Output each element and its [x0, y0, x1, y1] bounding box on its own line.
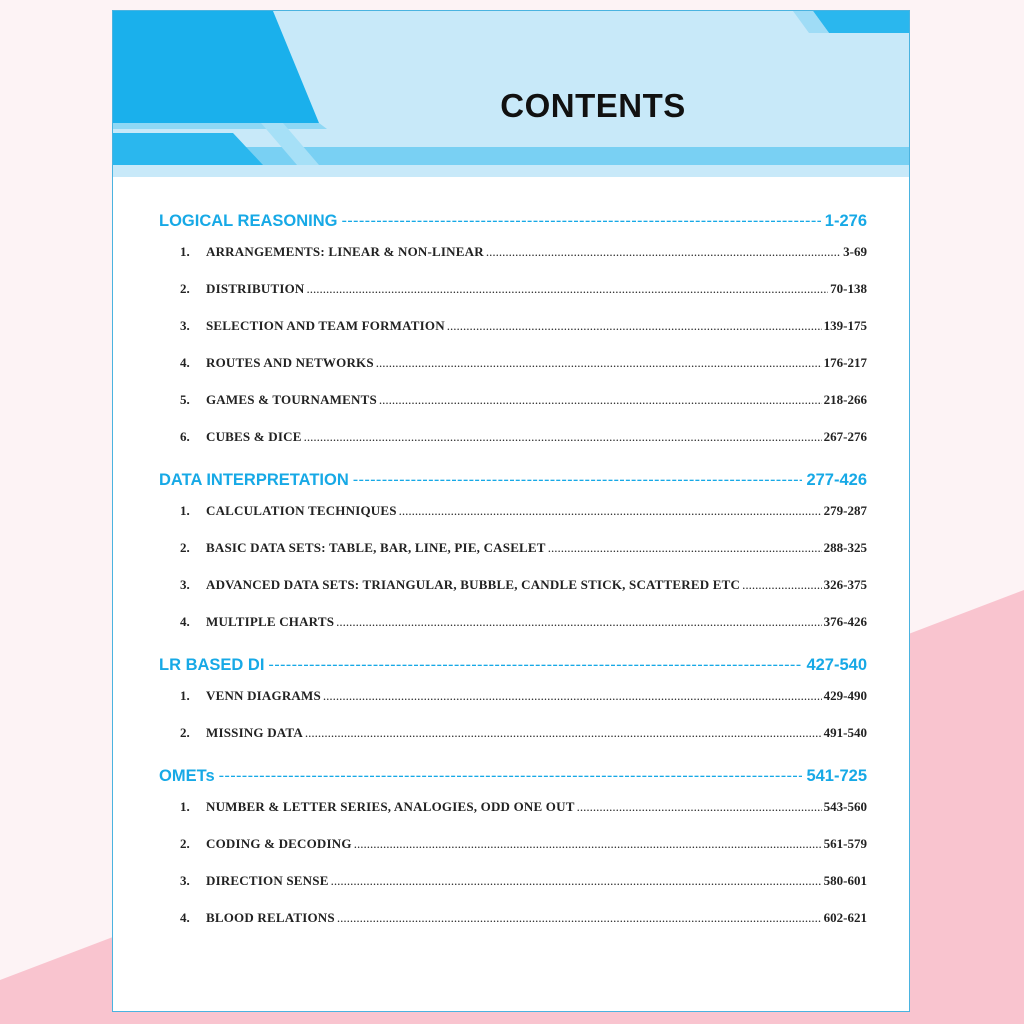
entry-number: 3.	[180, 873, 190, 888]
entry-number: 1.	[180, 799, 190, 814]
entry-label: ROUTES AND NETWORKS	[206, 355, 374, 370]
toc-entry[interactable]	[159, 318, 867, 346]
entry-label: MULTIPLE CHARTS	[206, 614, 335, 629]
dot-leader	[304, 429, 822, 445]
toc-entry[interactable]	[159, 244, 867, 272]
section-heading[interactable]	[159, 466, 867, 494]
toc-entry[interactable]	[159, 392, 867, 420]
toc-entry[interactable]	[159, 614, 867, 642]
entry-number: 6.	[180, 429, 190, 444]
dot-leader	[486, 244, 841, 260]
entry-number: 2.	[180, 281, 190, 296]
entry-label: CODING & DECODING	[206, 836, 352, 851]
section-page-range: 1-276	[824, 211, 867, 230]
dot-leader	[337, 910, 822, 926]
dot-leader	[354, 836, 822, 852]
page-title: CONTENTS	[500, 87, 686, 124]
entry-page-range: 580-601	[823, 873, 867, 888]
entry-label: SELECTION AND TEAM FORMATION	[206, 318, 445, 333]
dot-leader	[379, 392, 822, 408]
page-header-banner	[113, 11, 910, 177]
toc-entry[interactable]	[159, 577, 867, 605]
section-page-range: 277-426	[806, 470, 867, 489]
entry-number: 1.	[180, 244, 190, 259]
entry-page-range: 3-69	[843, 244, 867, 259]
entry-number: 2.	[180, 725, 190, 740]
section-title: LOGICAL REASONING	[159, 211, 338, 230]
entry-label: MISSING DATA	[206, 725, 303, 740]
entry-page-range: 279-287	[823, 503, 867, 518]
dot-leader	[305, 725, 822, 741]
toc-entry[interactable]	[159, 836, 867, 864]
entry-page-range: 139-175	[823, 318, 867, 333]
section-heading[interactable]	[159, 762, 867, 790]
entry-label: GAMES & TOURNAMENTS	[206, 392, 377, 407]
dash-leader	[341, 212, 820, 231]
entry-number: 2.	[180, 836, 190, 851]
toc-entry[interactable]	[159, 688, 867, 716]
entry-page-range: 326-375	[823, 577, 867, 592]
section-title: DATA INTERPRETATION	[159, 470, 349, 489]
entry-label: BLOOD RELATIONS	[206, 910, 335, 925]
toc-entry[interactable]	[159, 540, 867, 568]
entry-page-range: 429-490	[823, 688, 867, 703]
toc-entry[interactable]	[159, 799, 867, 827]
dash-leader	[268, 656, 802, 675]
toc-entry[interactable]	[159, 355, 867, 383]
toc-entry[interactable]	[159, 725, 867, 753]
dot-leader	[376, 355, 822, 371]
entry-page-range: 218-266	[823, 392, 867, 407]
entry-page-range: 376-426	[823, 614, 867, 629]
entry-label: CALCULATION TECHNIQUES	[206, 503, 397, 518]
entry-label: ADVANCED DATA SETS: TRIANGULAR, BUBBLE, CANDLE STICK, SCATTERED ETC	[206, 577, 741, 592]
entry-number: 4.	[180, 614, 190, 629]
toc-entry[interactable]	[159, 910, 867, 938]
entry-page-range: 561-579	[823, 836, 867, 851]
dot-leader	[447, 318, 822, 334]
dot-leader	[336, 614, 822, 630]
entry-page-range: 176-217	[823, 355, 867, 370]
toc-entry[interactable]	[159, 503, 867, 531]
contents-page	[112, 10, 910, 1012]
entry-label: BASIC DATA SETS: TABLE, BAR, LINE, PIE, CASELET	[206, 540, 546, 555]
dot-leader	[331, 873, 822, 889]
dash-leader	[219, 767, 803, 786]
entry-page-range: 602-621	[823, 910, 867, 925]
entry-number: 3.	[180, 577, 190, 592]
entry-label: ARRANGEMENTS: LINEAR & NON-LINEAR	[206, 244, 484, 259]
entry-page-range: 491-540	[823, 725, 867, 740]
toc-entry[interactable]	[159, 429, 867, 457]
entry-page-range: 288-325	[823, 540, 867, 555]
entry-number: 4.	[180, 355, 190, 370]
entry-label: DISTRIBUTION	[206, 281, 305, 296]
section-page-range: 541-725	[806, 766, 867, 785]
section-page-range: 427-540	[806, 655, 867, 674]
dot-leader	[323, 688, 822, 704]
entry-number: 3.	[180, 318, 190, 333]
dot-leader	[742, 577, 822, 593]
entry-page-range: 267-276	[823, 429, 867, 444]
entry-number: 4.	[180, 910, 190, 925]
dash-leader	[353, 471, 803, 490]
table-of-contents	[159, 207, 867, 947]
dot-leader	[548, 540, 822, 556]
entry-number: 5.	[180, 392, 190, 407]
entry-label: VENN DIAGRAMS	[206, 688, 321, 703]
toc-entry[interactable]	[159, 281, 867, 309]
entry-page-range: 70-138	[830, 281, 867, 296]
entry-label: NUMBER & LETTER SERIES, ANALOGIES, ODD ONE OUT	[206, 799, 575, 814]
dot-leader	[307, 281, 829, 297]
entry-label: DIRECTION SENSE	[206, 873, 329, 888]
section-title: OMETs	[159, 766, 215, 785]
section-heading[interactable]	[159, 207, 867, 235]
section-heading[interactable]	[159, 651, 867, 679]
dot-leader	[399, 503, 822, 519]
entry-number: 1.	[180, 503, 190, 518]
dot-leader	[577, 799, 822, 815]
entry-page-range: 543-560	[823, 799, 867, 814]
toc-entry[interactable]	[159, 873, 867, 901]
section-title: LR BASED DI	[159, 655, 265, 674]
entry-label: CUBES & DICE	[206, 429, 302, 444]
entry-number: 1.	[180, 688, 190, 703]
entry-number: 2.	[180, 540, 190, 555]
